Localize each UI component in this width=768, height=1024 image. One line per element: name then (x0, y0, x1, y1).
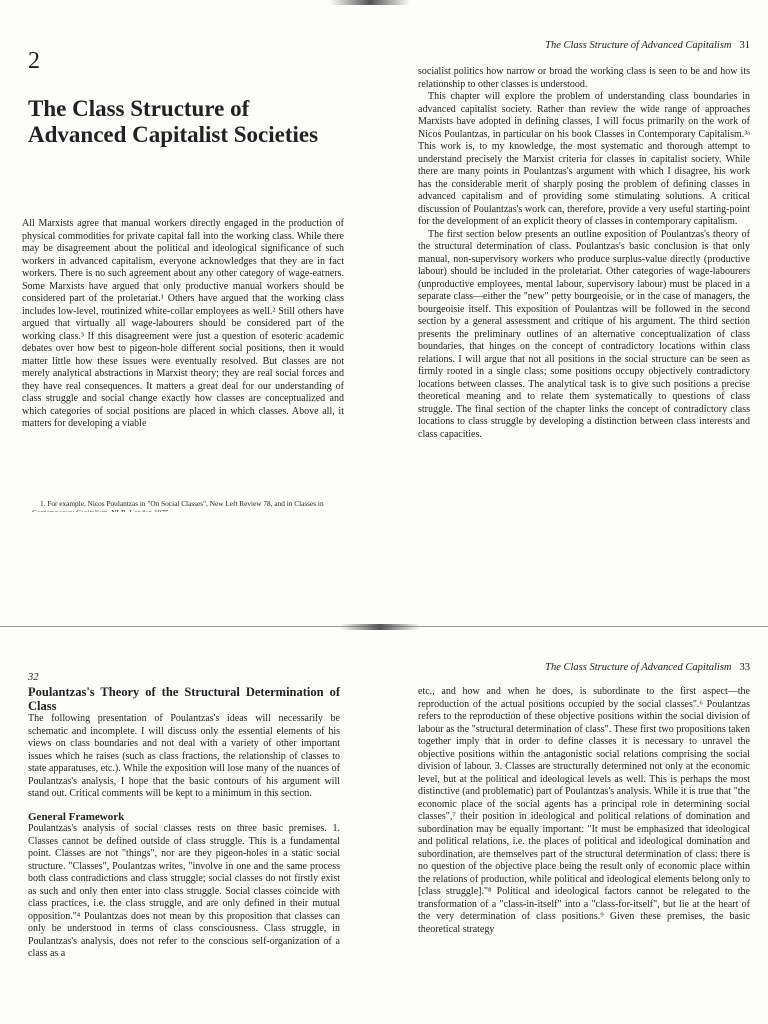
page-text (418, 686, 750, 936)
running-head (418, 662, 750, 673)
page-32 (22, 512, 344, 1024)
running-head-title: The Class Structure of Advanced Capitalism (545, 40, 732, 51)
chapter-title: The Class Structure of Advanced Capitalist Societies (28, 96, 319, 147)
running-head (418, 40, 750, 51)
chapter-number: 2 (28, 48, 40, 74)
running-head-title: The Class Structure of Advanced Capitalism (545, 662, 732, 673)
paragraph: socialist politics how narrow or broad the working class is seen to be and how its relationship to other classes is understood. (418, 66, 750, 90)
page-number: 32 (28, 672, 39, 683)
page-number: 31 (739, 40, 750, 51)
paragraph: The first section below presents an outline exposition of Poulantzas's theory of the structural determination of class. Poulantzas's basic conclusion is that only manual, non-supervisory workers who produce surplus-value directly (productive labour) should be included in the proletariat. Other categories of wage-labourers (unproductive employees, mental labour, supervisory labour) must be placed in a separate class—either the "new" petty bourgeoisie, or in the case of managers, the bourgeoisie itself. This exposition of Poulantzas will be followed in the second section by a general assessment and critique of his argument. The third section presents the preliminary outlines of an alternative conceptualization of class boundaries, that hinges on the concept of contradictory locations within class relations. I will argue that not all positions in the social structure can be seen as firmly rooted in a single class; some positions occupy objectively contradictory locations between classes. The analytical task is to give such positions a precise theoretical meaning and to relate them systematically to questions of class struggle. The final section of the chapter links the concept of contradictory class locations to class struggle by developing a distinction between class interests and class capacities. (418, 228, 750, 440)
footnote-1: 1. For example, Nicos Poulantzas in "On Social Classes", New Left Review 78, and in Classes in (40, 499, 324, 508)
section-title: Poulantzas's Theory of the Structural Determination of Class (28, 685, 340, 713)
page-text (28, 686, 340, 961)
page-31 (418, 0, 750, 512)
intro-paragraph: All Marxists agree that manual workers directly engaged in the production of physical commodities for private capital fall into the working class. While there may be disagreement about the political and ideological significance of such workers in advanced capitalism, everyone acknowledges that they are in fact workers. There is no such agreement about any other category of wage-earners. Some Marxists have argued that only productive manual workers should be considered part of the proletariat.¹ Others have argued that the working class includes low-level, routinized white-collar employees as well.² Still others have argued that virtually all wage-labourers should be considered part of the working class.³ If this disagreement were just a question of esoteric academic debates over how best to pigeon-hole different social positions, then it would matter little how these issues were eventually resolved. But classes are not merely analytical abstractions in Marxist theory; they are real social forces and they have real consequences. It matters a great deal for our understanding of class struggle and social change exactly how classes are conceptualized and which categories of social positions are placed in which classes. Above all, it matters for developing a viable (22, 218, 344, 429)
subsection-title: General Framework (28, 810, 125, 823)
chapter-opening-page (22, 0, 344, 512)
paragraph: This chapter will explore the problem of understanding class boundaries in advanced capitalist society. Rather than review the wide range of approaches Marxists have adopted in defining classes, I will focus primarily on the work of Nicos Poulantzas, in particular on his book Classes in Contemporary Capitalism.³ᵃ This work is, to my knowledge, the most systematic and thorough attempt to understand precisely the Marxist criteria for classes in capitalist society. While there are many points in Poulantzas's argument with which I disagree, his work has the considerable merit of sharply posing the problem of defining classes in advanced capitalism and of providing some stimulating solutions. A critical discussion of Poulantzas's work can, therefore, provide a very useful starting-point for the development of an explicit theory of classes in contemporary capitalism. (418, 91, 750, 227)
page-number: 33 (739, 662, 750, 673)
chapter-intro-text (22, 218, 344, 431)
page-fold-mark (340, 624, 420, 630)
book-spread-bottom (0, 512, 768, 1024)
page-33 (418, 512, 750, 1024)
paragraph: The following presentation of Poulantzas's ideas will necessarily be schematic and incomplete. I will discuss only the essential elements of his views on class boundaries and not deal with a variety of other important issues which he raises (such as class fractions, the relationship of classes to state apparatuses, etc.). While the exposition will lose many of the nuances of Poulantzas's analysis, I hope that the basic contours of his argument will stand out. Critical comments will be kept to a minimum in this section. (28, 713, 340, 799)
paragraph: Poulantzas's analysis of social classes rests on three basic premises. 1. Classes cannot be defined outside of class struggle. This is a fundamental point. Classes are not "things", nor are they pigeon-holes in a static social structure. "Classes", Poulantzas writes, "involve in one and the same process both class contradictions and class struggle; social classes do not firstly exist as such and only then enter into class struggle. Social classes coincide with class practices, i.e. the class struggle, and are only defined in their mutual opposition."⁴ Poulantzas does not mean by this proposition that classes can only be understood in terms of class consciousness. Class struggle, in Poulantzas's analysis, does not refer to the conscious self-organization of a class as a (28, 823, 340, 959)
paragraph: etc., and how and when he does, is subordinate to the first aspect—the reproduction of the actual positions occupied by the social classes".⁶ Poulantzas refers to the reproduction of these objective positions within the social division of labour as the "structural determination of class". These first two propositions taken together imply that in order to define classes it is necessary to unravel the objective positions within the antagonistic social relations comprising the social division of labour. 3. Classes are structurally determined not only at the economic level, but at the political and ideological levels as well. This is perhaps the most distinctive (and problematic) part of Poulantzas's analysis. While it is true that "the economic place of the social agents has a principal role in determining social classes",⁷ their position in ideological and political relations of domination and subordination may be equally important: "It must be emphasized that ideological and political relations, i.e. the places of political and ideological domination and subordination, are themselves part of the structural determination of class: there is no question of the objective place being the result only of economic place within the relations of production, while political and ideological elements belong only to [class struggle]."⁸ Political and ideological factors cannot be relegated to the transformation of a "class-in-itself" into a "class-for-itself", but lie at the heart of the very determination of class positions.⁹ Given these premises, the basic theoretical strategy (418, 686, 750, 935)
page-text (418, 66, 750, 441)
